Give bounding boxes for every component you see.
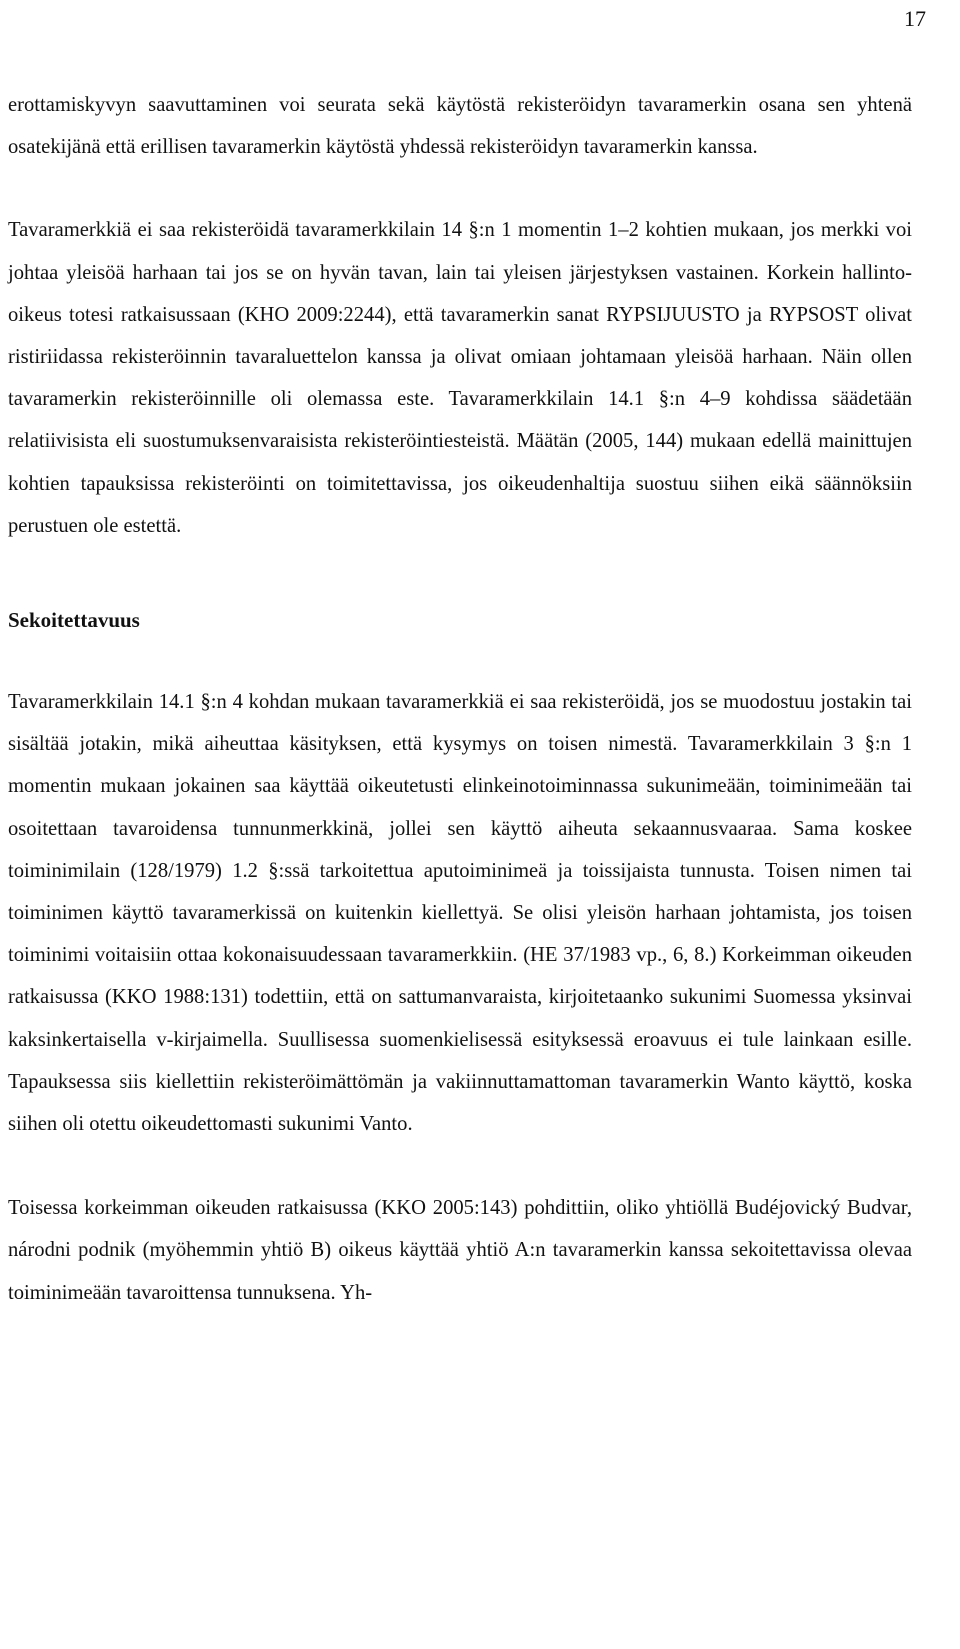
paragraph: Tavaramerkkilain 14.1 §:n 4 kohdan mukaan tavaramerkkiä ei saa rekisteröidä, jos se muodostuu jostakin tai sisältää jotakin, mikä aiheuttaa käsityksen, että kysymys on toisen nimestä. Tavaramerkkilain 3 §:n 1 momentin mukaan jokainen saa käyttää oikeutetusti elinkeinotoiminnassa sukunimeään, toiminimeään tai osoitettaan tavaroidensa tunnunmerkkinä, jollei sen käyttö aiheuta sekaannusvaaraa. Sama koskee toiminimilain (128/1979) 1.2 §:ssä tarkoitettua aputoiminimeä ja toissijaista tunnusta. Toisen nimen tai toiminimen käyttö tavaramerkissä on kuitenkin kiellettyä. Se olisi yleisön harhaan johtamista, jos toisen toiminimi voitaisiin ottaa kokonaisuudessaan tavaramerkkiin. (HE 37/1983 vp., 6, 8.) Korkeimman oikeuden ratkaisussa (KKO 1988:131) todettiin, että on sattumanvaraista, kirjoitetaanko sukunimi Suomessa yksinvai kaksinkertaisella v-kirjaimella. Suullisessa suomenkielisessä esityksessä eroavuus ei tule lainkaan esille. Tapauksessa siis kiellettiin rekisteröimättömän ja vakiinnuttamattoman tavaramerkin Wanto käyttö, koska siihen oli otettu oikeudettomasti sukunimi Vanto. [8,691,912,1136]
paragraph: Tavaramerkkiä ei saa rekisteröidä tavaramerkkilain 14 §:n 1 momentin 1–2 kohtien mukaan, jos merkki voi johtaa yleisöä harhaan tai jos se on hyvän tavan, lain tai yleisen järjestyksen vastainen. Korkein hallinto-oikeus totesi ratkaisussaan (KHO 2009:2244), että tavaramerkin sanat RYPSIJUUSTO ja RYPSOST olivat ristiriidassa rekisteröinnin tavaraluettelon kanssa ja olivat omiaan johtamaan yleisöä harhaan. Näin ollen tavaramerkin rekisteröinnille oli olemassa este. Tavaramerkkilain 14.1 §:n 4–9 kohdissa säädetään relatiivisista eli suostumuksenvaraisista rekisteröintiesteistä. Määtän (2005, 144) mukaan edellä mainittujen kohtien tapauksissa rekisteröinti on toimitettavissa, jos oikeudenhaltija suostuu siihen eikä säännöksiin perustuen ole estettä. [8,219,912,537]
document-body [8,84,912,1314]
page-number: 17 [904,6,926,31]
section-heading: Sekoitettavuus [8,608,140,633]
paragraph: Toisessa korkeimman oikeuden ratkaisussa (KKO 2005:143) pohdittiin, oliko yhtiöllä Budéjovický Budvar, národni podnik (myöhemmin yhtiö B) oikeus käyttää yhtiö A:n tavaramerkin kanssa sekoitettavissa olevaa toiminimeään tavaroittensa tunnuksena. Yh- [8,1197,912,1304]
paragraph: erottamiskyvyn saavuttaminen voi seurata sekä käytöstä rekisteröidyn tavaramerkin osana sen yhtenä osatekijänä että erillisen tavaramerkin käytöstä yhdessä rekisteröidyn tavaramerkin kanssa. [8,94,912,159]
